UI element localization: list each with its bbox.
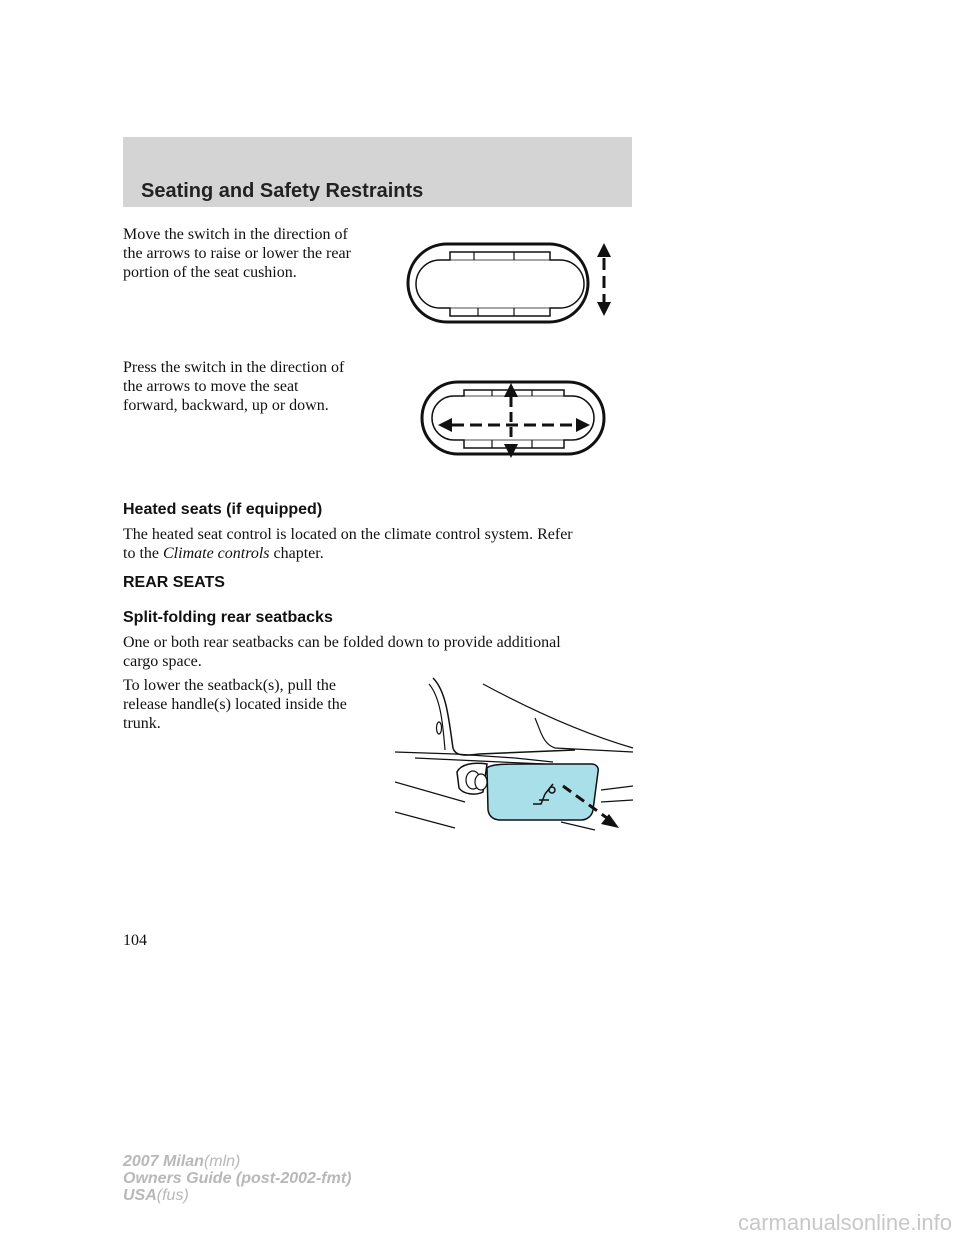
seat-switch-text [123, 358, 344, 415]
rear-seats-heading: REAR SEATS [123, 574, 225, 591]
footer-model-code: (mln) [203, 1153, 241, 1170]
heated-seats-heading: Heated seats (if equipped) [123, 501, 323, 518]
lower-seatback-text [123, 676, 347, 733]
text-line: To lower the seatback(s), pull the [123, 677, 337, 694]
document-footer [123, 1153, 351, 1204]
watermark: carmanualsonline.info [737, 1210, 952, 1235]
page-number: 104 [123, 932, 147, 949]
footer-line [123, 1187, 351, 1204]
arrow-up-icon [597, 243, 611, 257]
arrow-down-icon [597, 302, 611, 316]
text-line: chapter. [273, 545, 324, 562]
text-line: Press the switch in the direction of [123, 359, 345, 376]
footer-model: 2007 Milan [123, 1153, 204, 1170]
text-line: cargo space. [123, 653, 202, 670]
footer-guide: Owners Guide (post-2002-fmt) [123, 1170, 352, 1187]
footer-market: USA [123, 1187, 157, 1204]
footer-line [123, 1170, 351, 1187]
text-line: release handle(s) located inside the [123, 696, 347, 713]
folding-text [123, 633, 561, 671]
text-line: trunk. [123, 715, 161, 732]
seat-switch-illustration [418, 378, 608, 460]
text-line: forward, backward, up or down. [123, 397, 329, 414]
text-line: to the [123, 545, 159, 562]
section-header [123, 137, 632, 207]
footer-line [123, 1153, 351, 1170]
trunk-release-illustration [395, 672, 635, 842]
text-line: One or both rear seatbacks can be folded down to provide additional [123, 634, 561, 651]
cushion-switch-text [123, 225, 351, 282]
text-line: The heated seat control is located on the climate control system. Refer [123, 526, 573, 543]
climate-controls-reference: Climate controls [163, 545, 270, 562]
heated-seats-text [123, 525, 573, 563]
release-handle [487, 764, 598, 820]
section-title: Seating and Safety Restraints [141, 180, 424, 202]
text-line: the arrows to move the seat [123, 378, 299, 395]
cushion-switch-illustration [400, 236, 625, 324]
text-line: portion of the seat cushion. [123, 264, 297, 281]
footer-market-code: (fus) [156, 1187, 189, 1204]
split-folding-heading: Split-folding rear seatbacks [123, 609, 333, 626]
text-line: Move the switch in the direction of [123, 226, 348, 243]
text-line: the arrows to raise or lower the rear [123, 245, 351, 262]
